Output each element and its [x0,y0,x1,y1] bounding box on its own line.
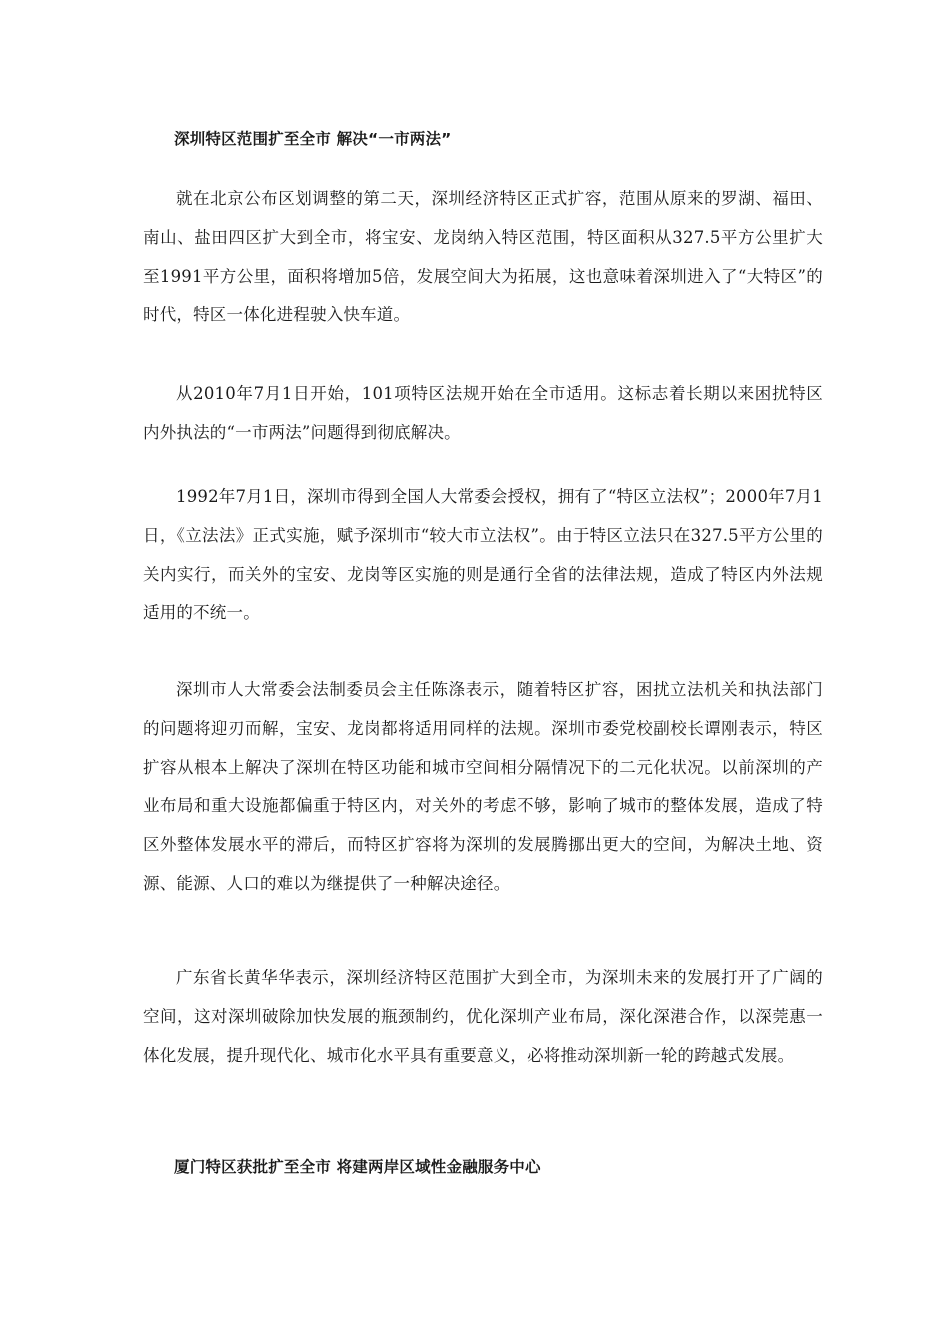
section-heading-xiamen: 厦门特区获批扩至全市 将建两岸区域性金融服务中心 [174,1158,541,1176]
paragraph-2: 从2010年7月1日开始，101项特区法规开始在全市适用。这标志着长期以来困扰特区内外执法的“一市两法”问题得到彻底解决。 [143,384,823,442]
paragraph-5: 广东省长黄华华表示，深圳经济特区范围扩大到全市，为深圳未来的发展打开了广阔的空间，这对深圳破除加快发展的瓶颈制约，优化深圳产业布局，深化深港合作，以深莞惠一体化发展，提升现代化、城市化水平具有重要意义，必将推动深圳新一轮的跨越式发展。 [143,968,823,1065]
paragraph-4: 深圳市人大常委会法制委员会主任陈涤表示，随着特区扩容，困扰立法机关和执法部门的问题将迎刃而解，宝安、龙岗都将适用同样的法规。深圳市委党校副校长谭刚表示，特区扩容从根本上解决了深圳在特区功能和城市空间相分隔情况下的二元化状况。以前深圳的产业布局和重大设施都偏重于特区内，对关外的考虑不够，影响了城市的整体发展，造成了特区外整体发展水平的滞后，而特区扩容将为深圳的发展腾挪出更大的空间，为解决土地、资源、能源、人口的难以为继提供了一种解决途径。 [143,680,823,893]
paragraph-1: 就在北京公布区划调整的第二天，深圳经济特区正式扩容，范围从原来的罗湖、福田、南山、盐田四区扩大到全市，将宝安、龙岗纳入特区范围，特区面积从327.5平方公里扩大至1991平方公里，面积将增加5倍，发展空间大为拓展，这也意味着深圳进入了“大特区”的时代，特区一体化进程驶入快车道。 [143,189,823,325]
paragraph-3: 1992年7月1日，深圳市得到全国人大常委会授权，拥有了“特区立法权”；2000年7月1日，《立法法》正式实施，赋予深圳市“较大市立法权”。由于特区立法只在327.5平方公里的关内实行，而关外的宝安、龙岗等区实施的则是通行全省的法律法规，造成了特区内外法规适用的不统一。 [143,487,823,623]
section-heading-shenzhen: 深圳特区范围扩至全市 解决“一市两法” [174,130,452,148]
